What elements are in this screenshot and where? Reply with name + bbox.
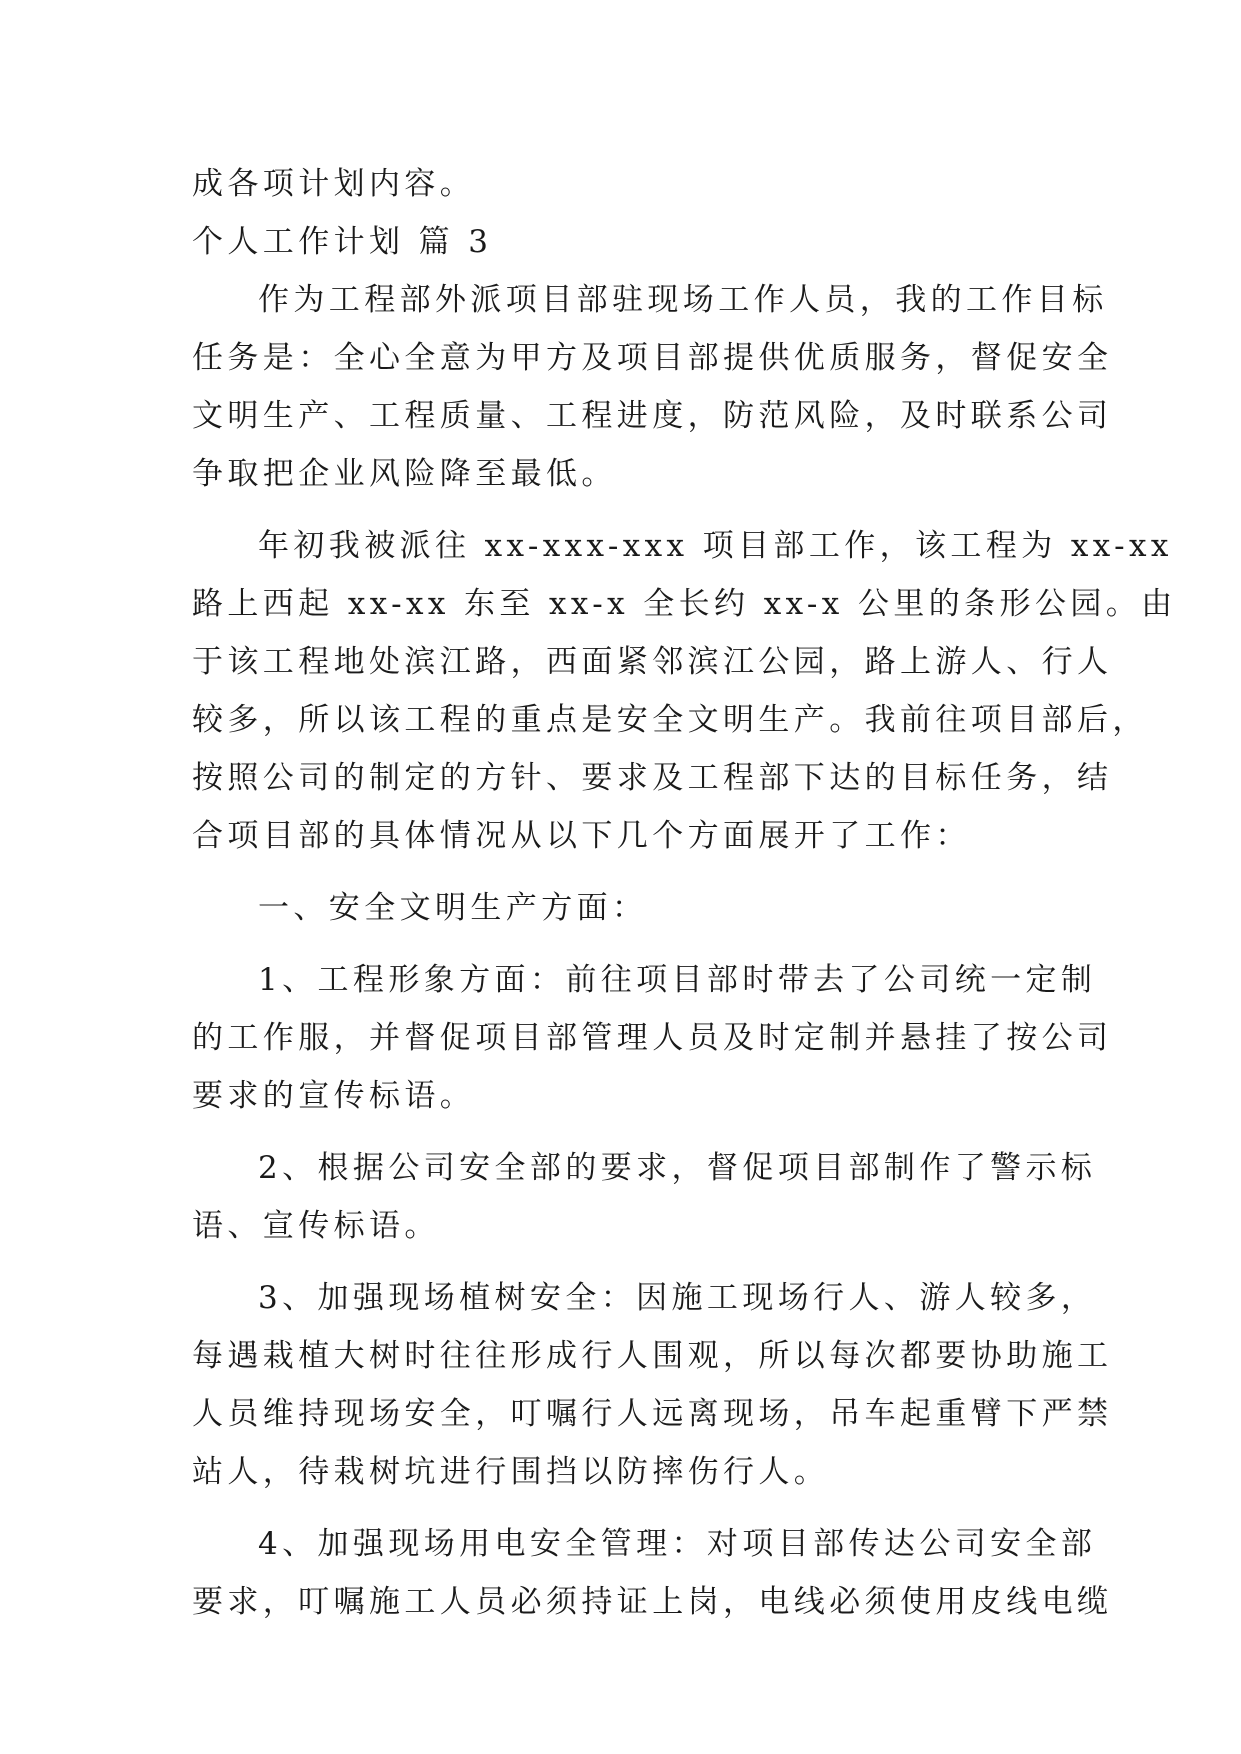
text-line: 4、加强现场用电安全管理：对项目部传达公司安全部 xyxy=(258,1526,1097,1562)
text-line: 文明生产、工程质量、工程进度，防范风险，及时联系公司 xyxy=(192,398,1113,434)
text-line: 争取把企业风险降至最低。 xyxy=(192,456,617,492)
text-line: 较多，所以该工程的重点是安全文明生产。我前往项目部后， xyxy=(192,702,1148,738)
paragraph-gap xyxy=(192,937,1060,951)
text-line: 要求，叮嘱施工人员必须持证上岗，电线必须使用皮线电缆 xyxy=(192,1584,1113,1620)
text-line: 2、根据公司安全部的要求，督促项目部制作了警示标 xyxy=(258,1150,1097,1186)
text-line: 于该工程地处滨江路，西面紧邻滨江公园，路上游人、行人 xyxy=(192,644,1113,680)
text-line: 一、安全文明生产方面： xyxy=(258,890,648,926)
text-line: 作为工程部外派项目部驻现场工作人员，我的工作目标 xyxy=(258,282,1108,318)
paragraph-gap xyxy=(192,1501,1060,1515)
document-body xyxy=(192,155,1177,1631)
text-line: 任务是：全心全意为甲方及项目部提供优质服务，督促安全 xyxy=(192,340,1113,376)
paragraph-gap xyxy=(192,1255,1060,1269)
text-line: 路上西起 xx-xx 东至 xx-x 全长约 xx-x 公里的条形公园。由 xyxy=(192,586,1177,622)
section-heading: 个人工作计划 篇 3 xyxy=(192,224,493,260)
text-line: 成各项计划内容。 xyxy=(192,166,476,202)
paragraph-gap xyxy=(192,865,1060,879)
text-line: 站人，待栽树坑进行围挡以防摔伤行人。 xyxy=(192,1454,830,1490)
paragraph-gap xyxy=(192,503,1060,517)
text-line: 合项目部的具体情况从以下几个方面展开了工作： xyxy=(192,818,971,854)
text-line: 1、工程形象方面：前往项目部时带去了公司统一定制 xyxy=(258,962,1097,998)
paragraph-gap xyxy=(192,1125,1060,1139)
text-line: 语、宣传标语。 xyxy=(192,1208,440,1244)
text-line: 3、加强现场植树安全：因施工现场行人、游人较多， xyxy=(258,1280,1097,1316)
text-line: 要求的宣传标语。 xyxy=(192,1078,476,1114)
text-line: 的工作服，并督促项目部管理人员及时定制并悬挂了按公司 xyxy=(192,1020,1113,1056)
text-line: 按照公司的制定的方针、要求及工程部下达的目标任务，结 xyxy=(192,760,1113,796)
text-line: 年初我被派往 xx-xxx-xxx 项目部工作，该工程为 xx-xx xyxy=(258,528,1173,564)
text-line: 每遇栽植大树时往往形成行人围观，所以每次都要协助施工 xyxy=(192,1338,1113,1374)
text-line: 人员维持现场安全，叮嘱行人远离现场，吊车起重臂下严禁 xyxy=(192,1396,1113,1432)
